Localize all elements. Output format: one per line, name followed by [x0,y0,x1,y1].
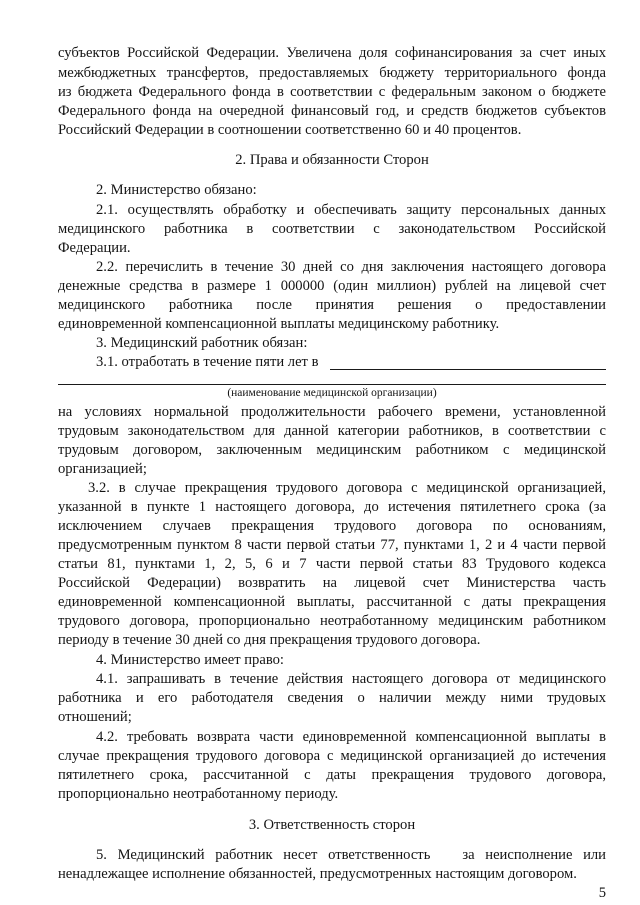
paragraph-line: указанной в пункте 1 настоящего договора, до истечения пятилетнего срока (за [58,499,606,515]
paragraph-line: 4.2. требовать возврата части единовременной компенсационной выплаты в [96,729,606,745]
paragraph-line: статьи 81, пунктами 1, 2, 5, 6 и 7 части первой статьи 83 Трудового кодекса [58,556,606,572]
fill-in-blank [330,369,606,370]
paragraph-line: Федерации. [58,240,131,256]
blank-caption: (наименование медицинской организации) [227,387,437,399]
paragraph-line: трудового договора, пропорционально неотработанному медицинским работником [58,613,606,629]
paragraph-line: межбюджетных трансфертов, предоставляемых бюджету территориального фонда [58,65,606,81]
paragraph-line: 5. Медицинский работник несет ответственность за неисполнение или [96,847,606,863]
paragraph-line: 3.2. в случае прекращения трудового договора с медицинской организацией, [88,480,606,496]
section-heading: 3. Ответственность сторон [248,817,416,833]
paragraph-line: работника и его работодателя сведения о наличии между ними трудовых [58,690,606,706]
paragraph-line: трудовым законодательством для данной категории работников, в соответствии с [58,423,606,439]
paragraph-line: 4.1. запрашивать в течение действия настоящего договора от медицинского [96,671,606,687]
paragraph-line: на условиях нормальной продолжительности рабочего времени, установленной [58,404,606,420]
paragraph-line: 3.1. отработать в течение пяти лет в [96,354,319,370]
paragraph-line: Российский Федерации в соотношении соответственно 60 и 40 процентов. [58,122,522,138]
paragraph-line: единовременной компенсационной выплаты, рассчитанной с даты прекращения [58,594,606,610]
paragraph-line: единовременной компенсационной выплаты медицинскому работнику. [58,316,500,332]
clause-title: 4. Министерство имеет право: [96,652,284,668]
paragraph-line: случае прекращения трудового договора с медицинской организацией до истечения [58,748,606,764]
paragraph-line: трудовым договором, заключенным медицинским работником с медицинской [58,442,606,458]
section-heading: 2. Права и обязанности Сторон [235,152,429,168]
clause-title: 3. Медицинский работник обязан: [96,335,308,351]
paragraph-line: пятилетнего срока, рассчитанной с даты прекращения трудового договора, [58,767,606,783]
paragraph-line: 2.1. осуществлять обработку и обеспечивать защиту персональных данных [96,202,606,218]
paragraph-line: исключением случаев прекращения трудового договора по основаниям, [58,518,606,534]
paragraph-line: пропорционально неотработанному периоду. [58,786,339,802]
paragraph-line: периоду в течение 30 дней со дня прекращения трудового договора. [58,632,481,648]
paragraph-line: Федерального фонда на очередной финансовый год, и средств бюджетов субъектов [58,103,606,119]
clause-title: 2. Министерство обязано: [96,182,257,198]
paragraph-line: из бюджета Федерального фонда в соответствии с федеральным законом о бюджете [58,84,606,100]
page-number: 5 [598,885,606,901]
paragraph-line: 2.2. перечислить в течение 30 дней со дня заключения настоящего договора [96,259,606,275]
paragraph-line: ненадлежащее исполнение обязанностей, предусмотренных настоящим договором. [58,866,577,882]
paragraph-line: отношений; [58,709,132,725]
fill-in-blank [58,384,606,385]
paragraph-line: Российской Федерации) возвратить на лицевой счет Министерства часть [58,575,606,591]
paragraph-line: медицинского работника в соответствии с законодательством Российской [58,221,606,237]
paragraph-line: организацией; [58,461,147,477]
paragraph-line: предусмотренным пунктом 8 части первой статьи 77, пунктами 1, 2 и 4 части первой [58,537,606,553]
paragraph-line: медицинского работника после принятия решения о предоставлении [58,297,606,313]
paragraph-line: денежные средства в размере 1 000000 (один миллион) рублей на лицевой счет [58,278,606,294]
paragraph-line: субъектов Российской Федерации. Увеличена доля софинансирования за счет иных [58,45,606,61]
